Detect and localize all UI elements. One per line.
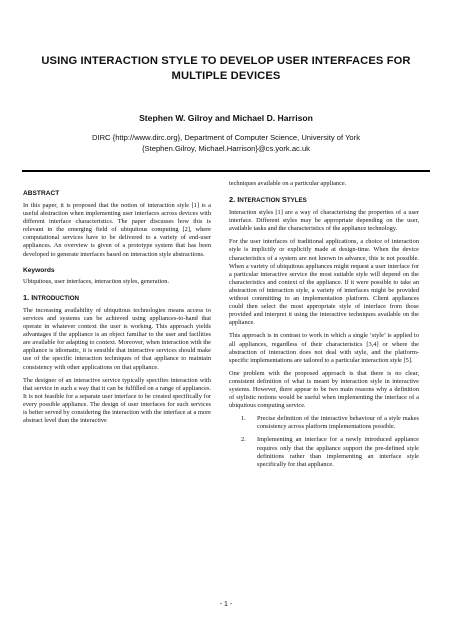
- section-2-paragraph-2: For the user interfaces of traditional applications, a choice of interaction style is implicitly or explicitly made at design-time. When the device characteristics of a system are not known in advance, this is not possible. When a variety of ubiquitous appliances might request a user interface for a particular interactive service the most suitable style will depend on the characteristics and context of the appliance. If it were possible to take an abstraction of interaction style, a variety of interfaces might be provided without committing to an implementation platform. Client appliances could then select the most appropriate style of interface from those provided and interpret it using the interactive techniques available on the appliance.: [229, 238, 419, 327]
- section-2-title-rest-1: NTERACTION: [239, 197, 280, 205]
- keywords-text: Ubiquitous, user interfaces, interaction styles, generation.: [23, 277, 170, 285]
- keywords-heading: Keywords: [23, 266, 55, 274]
- section-1-title-rest: NTRODUCTION: [33, 294, 80, 302]
- section-2-paragraph-4: One problem with the proposed approach is that there is no clear, consistent definition of what is meant by interaction style in interactive systems. However, there appear to be two main reasons why a definition of stylistic notions would be useful when implementing the interface of a ubiquitous computing service.: [229, 369, 419, 410]
- section-2-paragraph-1: Interaction styles [1] are a way of characterising the properties of a user interface. Different styles may be appropriate depending on the user, available tasks and the characteristics of the appliance technology.: [229, 209, 419, 233]
- list-item-text: Precise definition of the interactive behaviour of a style makes consistency across platform implementations possible.: [257, 415, 419, 431]
- left-column: [23, 180, 211, 430]
- section-2-number: 2.: [229, 195, 236, 205]
- authors: Stephen W. Gilroy and Michael D. Harrison: [139, 113, 313, 123]
- list-item-number: 2.: [241, 436, 246, 444]
- abstract-text: In this paper, it is proposed that the notion of interaction style [1] is a useful abstraction when implementing user interfaces across devices with different interface characteristics. The paper discusses how this is relevant in the emerging field of ubiquitous computing [2], where computational services have to be delivered to a variety of end-user appliances. An overview is given of a prototype system that has been developed to generate interfaces based on interaction style abstractions.: [23, 202, 211, 258]
- list-item-text: Implementing an interface for a newly introduced appliance requires only that the appliance support the pre-defined style definitions rather than implementing an interface style specifically for that appliance.: [257, 436, 419, 468]
- section-2-heading: [229, 195, 419, 205]
- section-2-list: [229, 415, 419, 469]
- abstract-heading: ABSTRACT: [23, 190, 60, 197]
- header-rule: [22, 170, 430, 172]
- section-1-paragraph-1: The increasing availability of ubiquitous technologies means access to services and systems can be achieved using appliances-to-hand that operate in whatever context the user is working. This approach yields advantages if the appliance is an object familiar to the user and facilities are available for adapting to context. Moreover, when interaction with the appliance is idiomatic, it is sensible that interactive services should make use of the specific interaction techniques of that appliance to maintain consistency with other applications on that appliance.: [23, 306, 211, 371]
- section-1-initial: I: [31, 292, 34, 302]
- list-item: [229, 415, 419, 431]
- page-number: - 1 -: [219, 601, 233, 608]
- title-line-2: MULTIPLE DEVICES: [171, 70, 281, 82]
- affiliation: [0, 132, 452, 154]
- section-2-paragraph-3: This approach is in contrast to work in which a single ‘style’ is applied to all appliances, regardless of their characteristics [3,4] or where the abstraction of interaction does not deal with style, and the platform-specific implementations are tailored to a particular interaction style [5].: [229, 332, 419, 364]
- section-1-number: 1.: [23, 292, 30, 302]
- list-item: [229, 436, 419, 468]
- list-item-number: 1.: [241, 415, 246, 423]
- affiliation-line-2: {Stephen.Gilroy, Michael.Harrison}@cs.york.ac.uk: [142, 144, 310, 153]
- title-line-1: USING INTERACTION STYLE TO DEVELOP USER INTERFACES FOR: [41, 55, 411, 67]
- section-2-initial-1: I: [237, 195, 240, 205]
- section-2-initial-2: S: [281, 195, 287, 205]
- section-1-heading: [23, 293, 211, 303]
- right-column: [229, 180, 419, 474]
- affiliation-line-1: DIRC {http://www.dirc.org}, Department of Computer Science, University of York: [91, 133, 360, 142]
- section-1-paragraph-2: The designer of an interactive service typically specifies interaction with that service in such a way that it can be fulfilled on a range of appliances. It is not feasible for a separate user interface to be created specifically for every possible appliance. The design of user interfaces for such services is better served by considering the interaction with the interface at a more abstract level than the interactive: [23, 376, 211, 425]
- right-column-continuation: techniques available on a particular appliance.: [229, 180, 347, 187]
- section-2-title-rest-2: TYLES: [286, 197, 307, 205]
- paper-title: [0, 54, 452, 84]
